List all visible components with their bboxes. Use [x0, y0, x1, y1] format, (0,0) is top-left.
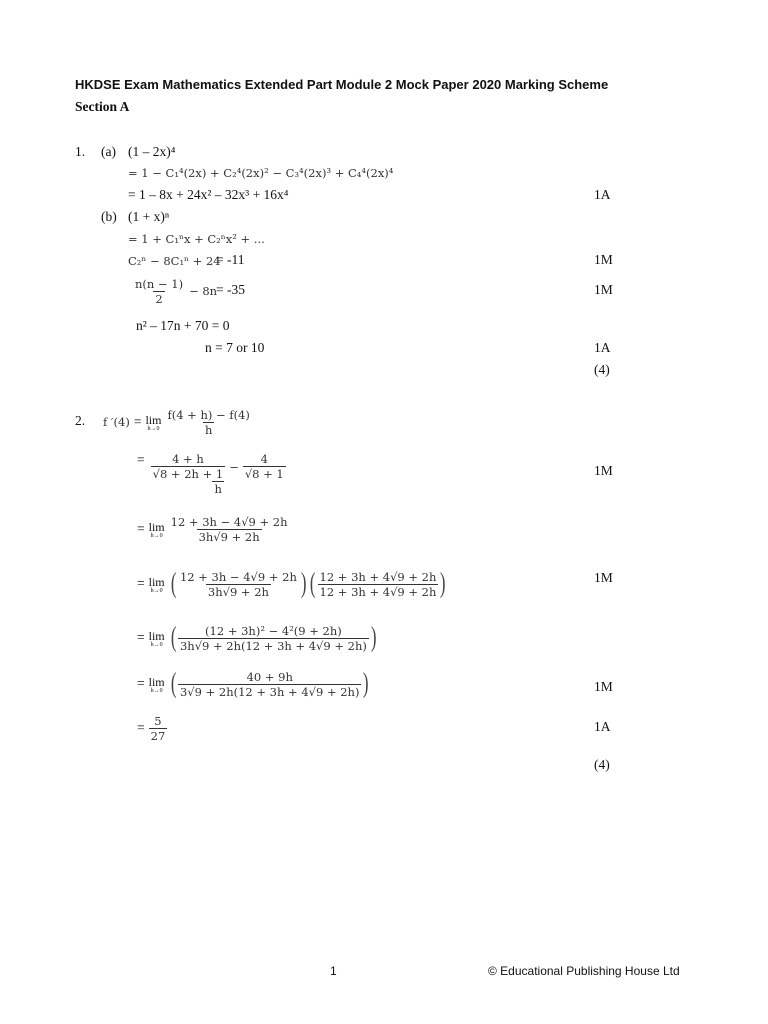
q1-part-a-label: (a) — [101, 144, 116, 159]
q2-step-4-fraction-1: $\frac{12 + 3h - 4√9 + 2h}{3h√9 + 2h}$ — [179, 569, 297, 599]
q1-b-quadratic: n² – 17n + 70 = 0 — [136, 318, 230, 333]
q2-mark-2: 1M — [594, 570, 613, 585]
q2-step-1: f ′(4) = lim h→0 $\frac{f(4 + h) - f(4)}{h}$ — [103, 408, 250, 437]
q1-part-b-label: (b) — [101, 209, 117, 224]
q1-b-equation-rhs: = -11 — [216, 252, 245, 267]
q2-number: 2. — [75, 413, 86, 428]
q2-step-5: = lim h→0 ( $\frac{\text{(12 + 3h)² − 4²(9 + 2h)}}{3h√9 + 2h(12 + 3h + 4√9 + 2h)}$ ) — [137, 622, 377, 653]
q2-step-6: = lim h→0 ( $\frac{40 + 9h}{3√9 + 2h(12 + 3h + 4√9 + 2h)}$ ) — [137, 668, 369, 699]
q2-step-3: = lim h→0 $\frac{12 + 3h - 4√9 + 2h}{3h√9 + 2h}$ — [137, 515, 288, 544]
q1-b-fraction-equation — [133, 277, 217, 306]
q1-part-a-expression: (1 – 2x)⁴ — [128, 144, 176, 159]
q1-a-mark: 1A — [594, 187, 611, 202]
q2-step-3-fraction: $\frac{12 + 3h - 4√9 + 2h}{3h√9 + 2h}$ — [170, 515, 288, 544]
q1-a-binomial-expansion: = 1 − C₁⁴(2x) + C₂⁴(2x)² − C₃⁴(2x)³ + C₄⁴(2x)⁴ — [128, 166, 394, 180]
q2-lhs: f ′(4) — [103, 415, 130, 430]
section-heading: Section A — [75, 99, 130, 114]
q1-b-mark-1: 1M — [594, 252, 613, 267]
q2-step-2: = $\frac{4 + h}{√8 + 2h + 1}$ − $\frac{4}{√8 + 1}$ h — [137, 452, 288, 496]
q1-b-fraction-denominator: 2 — [155, 292, 163, 306]
q1-total-marks: (4) — [594, 362, 610, 377]
q2-step-2-fraction: $\frac{4 + h}{√8 + 2h + 1}$ − $\frac{4}{√8 + 1}$ h — [152, 452, 284, 496]
q1-b-fraction — [133, 277, 185, 306]
q1-a-result: = 1 – 8x + 24x² – 32x³ + 16x⁴ — [128, 187, 289, 202]
page-title: HKDSE Exam Mathematics Extended Part Module 2 Mock Paper 2020 Marking Scheme — [75, 77, 609, 92]
q1-b-fraction-numerator: n(n − 1) — [135, 277, 184, 291]
q1-b-expansion: = 1 + C₁ⁿx + C₂ⁿx² + ... — [128, 232, 265, 246]
q2-final-fraction: $\frac{5}{27}$ — [150, 714, 166, 743]
q2-step-6-fraction: $\frac{40 + 9h}{3√9 + 2h(12 + 3h + 4√9 + 2h)}$ — [179, 669, 360, 699]
q2-step-7: = $\frac{5}{27}$ — [137, 714, 166, 743]
q2-step-4-fraction-2: $\frac{12 + 3h + 4√9 + 2h}{12 + 3h + 4√9 + 2h}$ — [319, 569, 437, 599]
q1-b-mark-3: 1A — [594, 340, 611, 355]
q2-mark-1: 1M — [594, 463, 613, 478]
q1-number: 1. — [75, 144, 86, 159]
q1-b-fraction-rhs: = -35 — [216, 282, 245, 297]
q2-mark-3: 1M — [594, 679, 613, 694]
copyright: © Educational Publishing House Ltd — [488, 964, 680, 978]
q2-limit-1: lim h→0 — [145, 413, 162, 432]
q2-step-4: = lim h→0 ( $\frac{12 + 3h - 4√9 + 2h}{3h√9 + 2h}$ ) ( $\frac{12 + 3h + 4√9 + 2h}{12 + 3h + 4√9 + 2h}$ ) — [137, 568, 446, 599]
q2-step-5-fraction: $\frac{\text{(12 + 3h)² − 4²(9 + 2h)}}{3h√9 + 2h(12 + 3h + 4√9 + 2h)}$ — [179, 623, 367, 653]
q1-part-b-expression: (1 + x)ⁿ — [128, 209, 170, 224]
q1-b-solution: n = 7 or 10 — [205, 340, 265, 355]
q1-b-mark-2: 1M — [594, 282, 613, 297]
q2-mark-4: 1A — [594, 719, 611, 734]
q1-b-equation-lhs: C₂ⁿ − 8C₁ⁿ + 24 — [128, 254, 221, 268]
q1-b-fraction-tail: − 8n — [189, 284, 218, 299]
q2-total-marks: (4) — [594, 757, 610, 772]
page-number: 1 — [330, 964, 337, 978]
q2-step-1-fraction: $\frac{f(4 + h) - f(4)}{h}$ — [167, 408, 250, 437]
